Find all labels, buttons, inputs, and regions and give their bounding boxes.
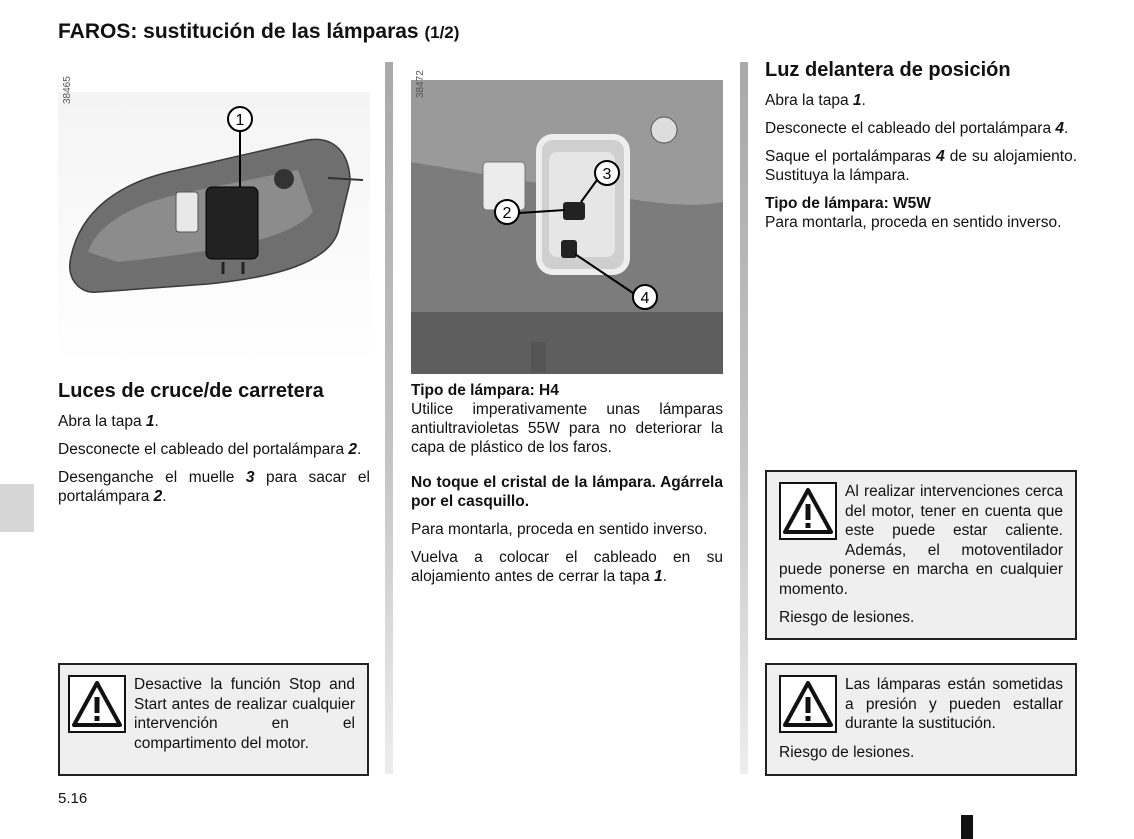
glass-note: No toque el cristal de la lámpara. Agárrela por el casquillo. [411,474,723,510]
section-tab [0,484,34,532]
col1-step-1: Abra la tapa 1. [58,413,159,430]
col3-step-3: Saque el portalámparas 4 de su alojamiento. Sustituya la lámpara. [765,148,1077,184]
col1-text [58,412,370,515]
figure-code-2: 38472 [415,70,426,98]
col1-step-2: Desconecte el cableado del portalámpara 2. [58,441,362,458]
section-heading-dipped-main-beam: Luces de cruce/de carretera [58,380,324,402]
col2-refit-text: Vuelva a colocar el cableado en su alojamiento antes de cerrar la tapa 1. [411,549,723,585]
callout-1: 1 [235,112,245,129]
col3-mount-text: Para montarla, proceda en sentido inverso. [765,214,1062,231]
warning-stop-start-text: Desactive la función Stop and Start antes de realizar cualquier intervención en el compartimento del motor. [134,676,355,752]
callout-4: 4 [640,290,650,307]
headlamp-figure [58,62,370,368]
column-separator-2 [740,62,748,774]
warning-hot-engine-risk: Riesgo de lesiones. [779,609,915,626]
page-title-main: FAROS: sustitución de las lámparas [58,20,419,43]
lamp-holder-illustration [411,62,723,374]
col3-step-2: Desconecte el cableado del portalámpara 4. [765,120,1069,137]
col3-step-1: Abra la tapa 1. [765,92,866,109]
lamp-h4-text: Utilice imperativamente unas lámparas antiultravioletas 55W para no deteriorar la capa de plástico de los faros. [411,401,723,456]
lamp-holder-figure [411,62,723,374]
page-number: 5.16 [58,790,88,807]
lamp-type-w5w: Tipo de lámpara: W5W [765,195,931,212]
col3-text [765,91,1077,241]
callout-3: 3 [602,166,612,183]
warning-lamp-pressure-text: Las lámparas están sometidas a presión y pueden estallar durante la sustitución. [845,676,1063,732]
lamp-type-h4: Tipo de lámpara: H4 [411,382,559,399]
column-separator-1 [385,62,393,774]
headlamp-illustration [58,62,370,368]
warning-hot-engine-text: Al realizar intervenciones cerca del motor, tener en cuenta que este puede estar caliente. Además, el motoventilador puede ponerse en marcha en cualquier momento. [779,483,1063,598]
warning-triangle-icon [68,675,126,733]
page-marker [961,815,973,839]
warning-stop-start [58,663,369,776]
warning-lamp-pressure [765,663,1077,776]
figure-code: 38465 [62,76,73,104]
page-title [58,20,459,44]
callout-2: 2 [502,205,512,222]
col2-mount-text: Para montarla, proceda en sentido inverso. [411,521,708,538]
section-heading-front-position-light: Luz delantera de posición [765,59,1011,81]
warning-triangle-icon [779,482,837,540]
col2-text [411,381,723,595]
col1-step-3: Desenganche el muelle 3 para sacar el portalámpara 2. [58,469,370,505]
warning-lamp-pressure-risk: Riesgo de lesiones. [779,743,915,761]
warning-triangle-icon [779,675,837,733]
page-title-part: (1/2) [424,23,460,42]
warning-hot-engine [765,470,1077,640]
